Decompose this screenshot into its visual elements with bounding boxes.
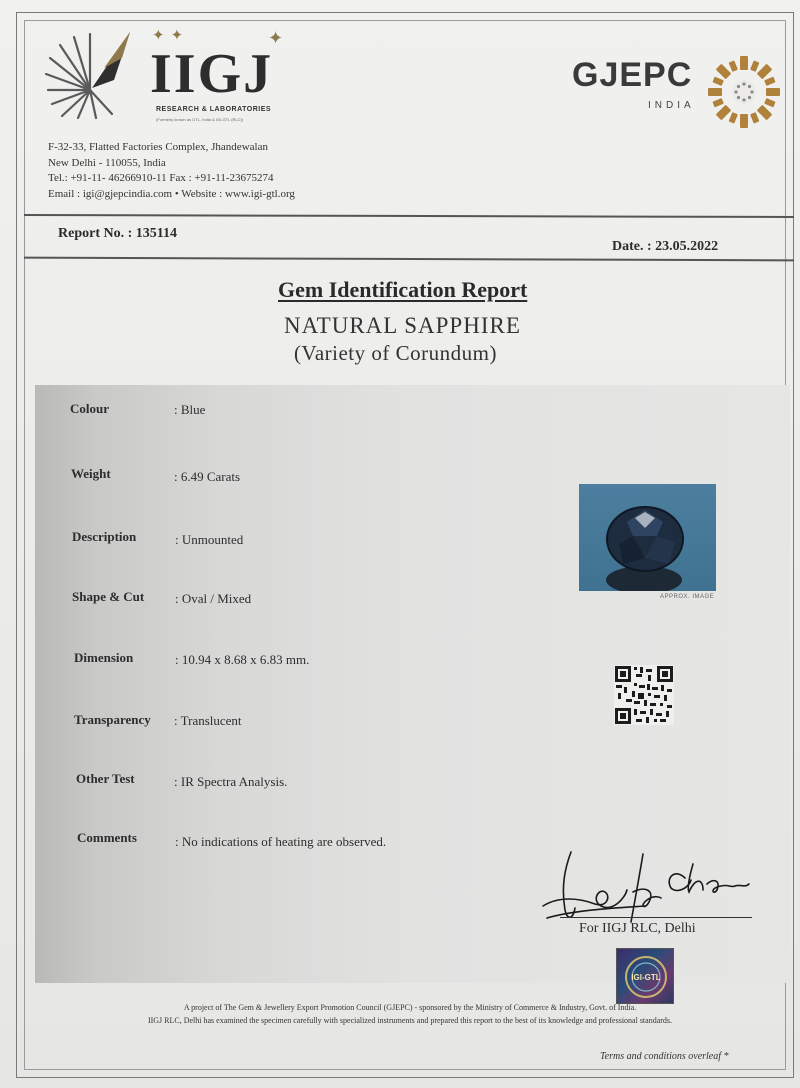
report-title: Gem Identification Report	[278, 277, 528, 302]
signatory-line: For IIGJ RLC, Delhi	[579, 921, 696, 936]
detail-value: : 10.94 x 8.68 x 6.83 mm.	[175, 652, 310, 667]
brand-subtitle: RESEARCH & LABORATORIES	[156, 106, 272, 113]
gjepc-logo-text: GJEPC	[572, 56, 693, 94]
detail-value: : No indications of heating are observed.	[175, 834, 387, 849]
detail-label: Dimension	[74, 650, 134, 665]
sapphire-gem-icon	[579, 484, 716, 591]
address-line: Email : igi@gjepcindia.com • Website : www.igi-gtl.org	[48, 187, 295, 200]
detail-value: : 6.49 Carats	[174, 469, 241, 484]
gjepc-emblem-icon	[706, 54, 782, 130]
signature-line	[560, 917, 752, 918]
brand-stars-icon: ✦✦	[152, 28, 190, 44]
address-line: Tel.: +91-11- 46266910-11 Fax : +91-11-23675274	[48, 172, 274, 184]
detail-value: : Blue	[174, 402, 206, 417]
footer-line: IIGJ RLC, Delhi has examined the specimen carefully with specialized instruments and prepared this report to the best of its knowledge and professional standards.	[147, 1016, 673, 1025]
address-line: New Delhi - 110055, India	[48, 156, 166, 169]
image-caption: APPROX. IMAGE	[660, 594, 715, 600]
iigj-sunburst-logo-icon	[44, 28, 136, 120]
hologram-seal-icon	[617, 949, 675, 1005]
detail-label: Other Test	[76, 771, 135, 786]
brand-fine-print: (Formerly known as GTL, India & IGI-GTL (RLC))	[156, 117, 244, 122]
qr-code-icon[interactable]	[614, 665, 674, 725]
detail-value: : Unmounted	[175, 532, 244, 547]
report-date: Date. : 23.05.2022	[612, 239, 719, 254]
address-line: F-32-33, Flatted Factories Complex, Jhandewalan	[48, 141, 268, 153]
detail-label: Comments	[77, 830, 137, 845]
detail-value: : Translucent	[174, 713, 242, 728]
detail-label: Colour	[70, 401, 109, 416]
detail-value: : Oval / Mixed	[175, 591, 252, 606]
lab-address	[48, 140, 295, 202]
detail-label: Weight	[71, 466, 111, 481]
gjepc-logo-subtext: INDIA	[648, 100, 695, 111]
gem-variety: (Variety of Corundum)	[294, 341, 497, 365]
detail-label: Shape & Cut	[72, 589, 145, 604]
gem-photo	[579, 484, 716, 591]
brand-star-icon: ✦	[268, 28, 284, 48]
report-number: Report No. : 135114	[58, 226, 177, 241]
hologram-text: IGI-GTL	[631, 973, 661, 982]
detail-value: : IR Spectra Analysis.	[174, 774, 288, 789]
footer-line: A project of The Gem & Jewellery Export Promotion Council (GJEPC) - sponsored by the Ministry of Commerce & Industry, Govt. of India.	[183, 1003, 637, 1012]
signature-image	[535, 848, 760, 928]
detail-label: Description	[72, 529, 137, 544]
gem-name: NATURAL SAPPHIRE	[284, 313, 521, 338]
detail-label: Transparency	[74, 712, 151, 727]
hologram-sticker	[616, 948, 674, 1004]
footer-notes	[70, 1001, 750, 1027]
brand-name: IIGJ	[150, 43, 274, 105]
terms-note: Terms and conditions overleaf *	[600, 1051, 729, 1062]
